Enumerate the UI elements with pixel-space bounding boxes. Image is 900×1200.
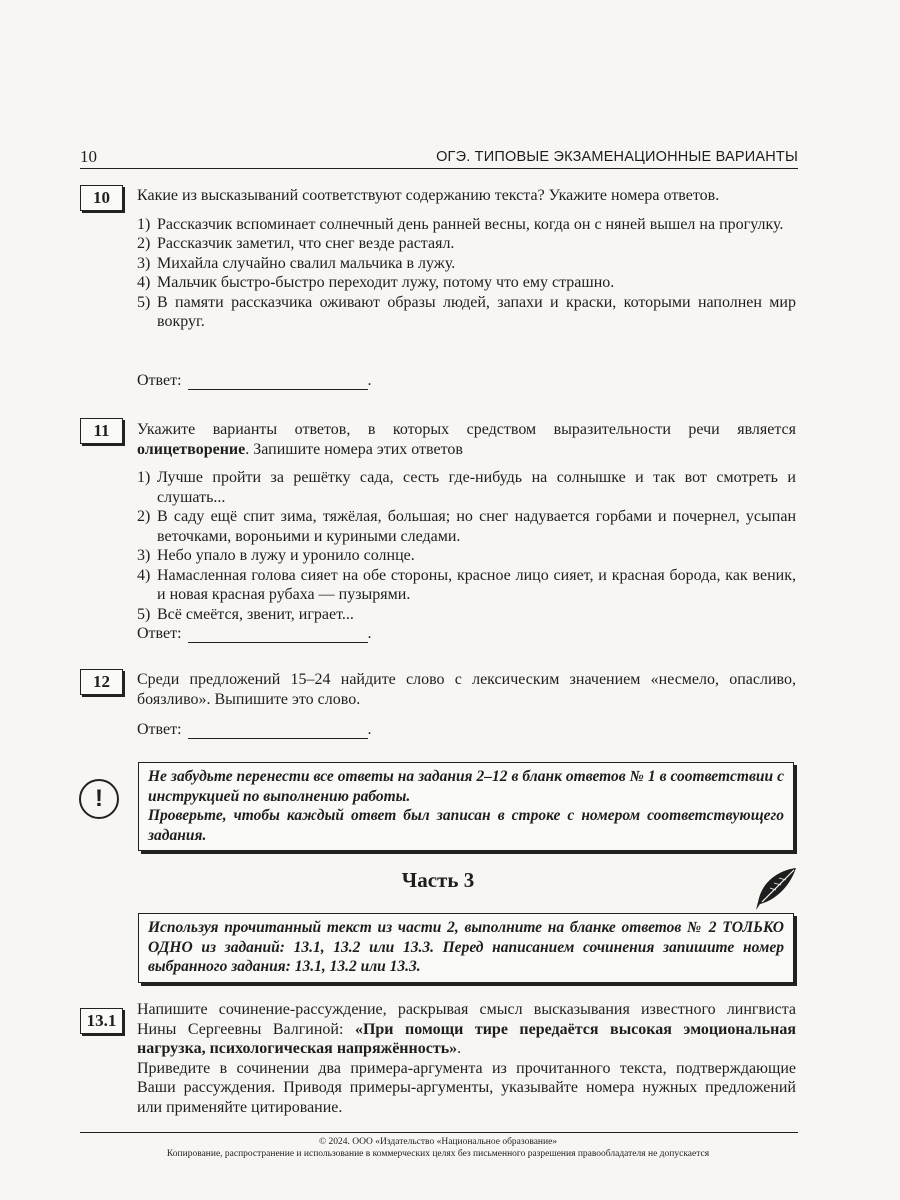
question-12	[137, 670, 796, 709]
list-item: 1) Лучше пройти за решётку сада, сесть где-нибудь на солнышке и так вот смотреть и слушать...	[137, 469, 796, 506]
page-number: 10	[80, 147, 97, 166]
exclamation-circle-icon: !	[79, 779, 119, 819]
list-item: 5) В памяти рассказчика оживают образы людей, запахи и краски, которыми наполнен мир вокруг.	[137, 293, 796, 330]
question-10	[137, 186, 796, 332]
list-item: 5) Всё смеётся, звенит, играет...	[137, 605, 354, 623]
answer-line[interactable]	[188, 373, 368, 390]
list-item: 4) Намасленная голова сияет на обе стороны, красное лицо сияет, и красная борода, как веник, и новая красная рубаха — пузырями.	[137, 566, 796, 603]
answer-field-10[interactable]: Ответ: .	[137, 372, 372, 389]
question-13-1-paragraph-2: Приведите в сочинении два примера-аргумента из прочитанного текста, подтверждающие Ваши рассуждения. Приводя примеры-аргументы, указывайте номера нужных предложений или применяйте цитирование.	[137, 1059, 796, 1116]
question-10-options	[137, 215, 796, 332]
feather-quill-icon	[750, 866, 798, 912]
answer-line[interactable]	[188, 626, 368, 643]
answer-field-11[interactable]: Ответ: .	[137, 625, 372, 642]
list-item: 3) Михайла случайно свалил мальчика в лужу.	[137, 254, 456, 272]
list-item: 2) Рассказчик заметил, что снег везде растаял.	[137, 235, 455, 252]
device-term: олицетворение	[137, 440, 246, 458]
question-10-prompt: Какие из высказываний соответствуют содержанию текста? Укажите номера ответов.	[137, 187, 720, 204]
footer-copyright: © 2024. ООО «Издательство «Национальное образование»	[318, 1137, 558, 1147]
notice-line-1: Не забудьте перенести все ответы на задания 2–12 в бланк ответов № 1 в соответствии с инструкцией по выполнению работы.	[148, 768, 784, 805]
header-divider	[80, 168, 798, 169]
footer-copy-notice: Копирование, распространение и использование в коммерческих целях без письменного разрешения правообладателя не допускается	[166, 1149, 710, 1159]
question-number-box-13-1: 13.1	[80, 1008, 123, 1034]
answer-line[interactable]	[188, 722, 368, 739]
list-item: 4) Мальчик быстро-быстро переходит лужу, потому что ему страшно.	[137, 274, 615, 291]
part-3-title: Часть 3	[401, 868, 475, 892]
question-13-1	[137, 1000, 796, 1117]
list-item: 1) Рассказчик вспоминает солнечный день ранней весны, когда он с няней вышел на прогулку.	[137, 215, 784, 233]
running-header-title: ОГЭ. ТИПОВЫЕ ЭКЗАМЕНАЦИОННЫЕ ВАРИАНТЫ	[436, 149, 798, 165]
list-item: 3) Небо упало в лужу и уронило солнце.	[137, 547, 415, 564]
part-3-instruction: Используя прочитанный текст из части 2, выполните на бланке ответов № 2 ТОЛЬКО ОДНО из заданий: 13.1, 13.2 или 13.3. Перед написанием сочинения запишите номер выбранного задания: 13.1, 13.2 или 13.3.	[138, 913, 794, 983]
list-item: 2) В саду ещё спит зима, тяжёлая, большая; но снег надувается горбами и почернел, усыпан веточками, вороньими и куриными следами.	[137, 508, 796, 545]
question-11-options	[137, 468, 796, 624]
question-11-prompt: Укажите варианты ответов, в которых средством выразительности речи является олицетворение. Запишите номера этих ответов	[137, 421, 796, 458]
answer-field-12[interactable]: Ответ: .	[137, 721, 372, 738]
answer-label: Ответ:	[137, 721, 182, 738]
valgina-quote: «При помощи тире передаётся высокая эмоциональная нагрузка, психологическая напряжённость»	[137, 1020, 796, 1057]
answer-label: Ответ:	[137, 372, 182, 389]
notice-line-2: Проверьте, чтобы каждый ответ был записан в строке с номером соответствующего задания.	[148, 807, 784, 844]
question-12-prompt: Среди предложений 15–24 найдите слово с лексическим значением «несмело, опасливо, боязливо». Выпишите это слово.	[137, 671, 796, 708]
transfer-answers-notice	[138, 762, 794, 851]
question-number-box-10: 10	[80, 185, 123, 211]
answer-label: Ответ:	[137, 625, 182, 642]
question-13-1-prompt: Напишите сочинение-рассуждение, раскрывая смысл высказывания известного лингвиста Нины Сергеевны Валгиной: «При помощи тире передаётся высокая эмоциональная нагрузка, психологическая напряжённость».	[137, 1001, 796, 1057]
question-number-box-11: 11	[80, 418, 123, 444]
question-11	[137, 420, 796, 624]
question-number-box-12: 12	[80, 669, 123, 695]
footer-divider	[80, 1132, 798, 1133]
